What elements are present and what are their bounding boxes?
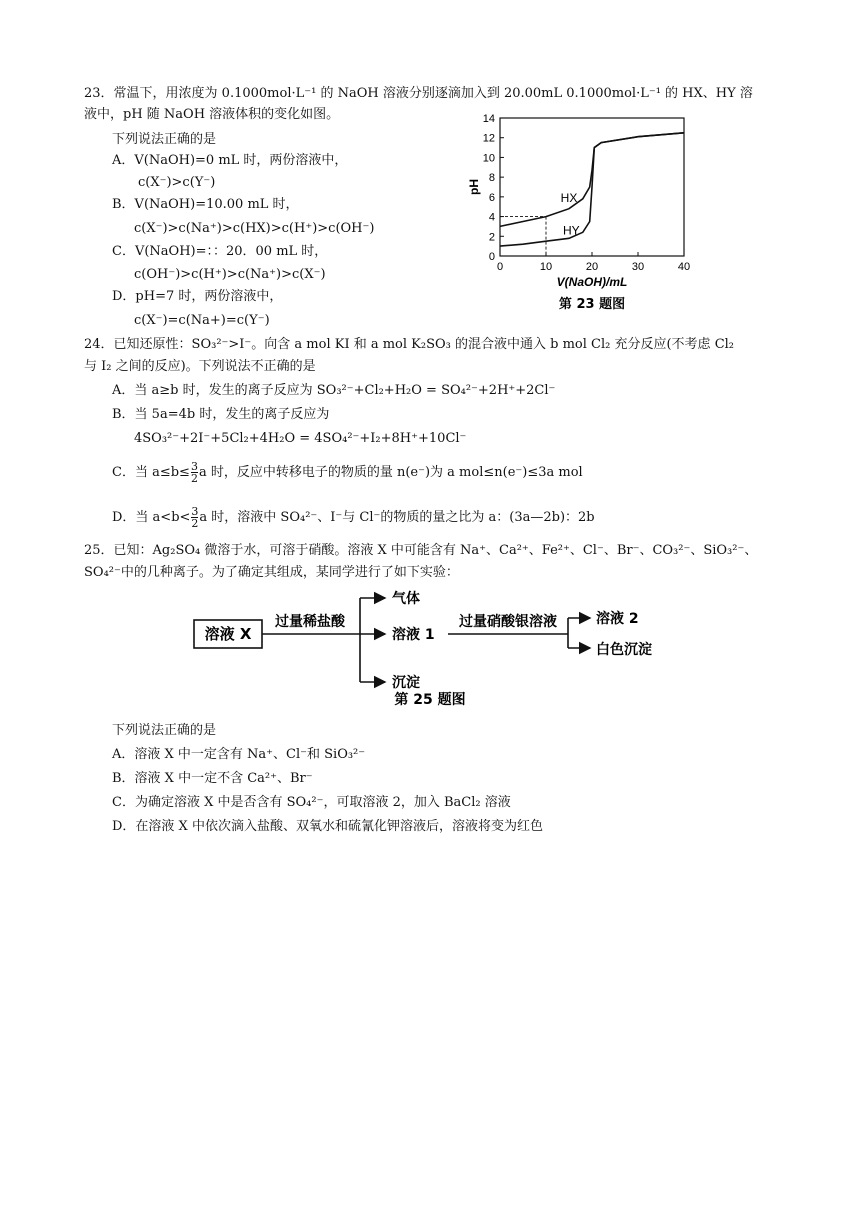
x-tick-label: 0 (496, 261, 504, 273)
ph-titration-chart (468, 108, 700, 320)
q24-option-c-suffix: a 时，反应中转移电子的物质的量 n(e⁻)为 a mol≤n(e⁻)≤3a mol (198, 465, 583, 480)
fraction-denominator: 2 (191, 517, 199, 530)
y-tick-label: 2 (488, 231, 495, 244)
x-tick-label: 10 (539, 261, 553, 273)
q23-option-a: A．V(NaOH)=0 mL 时，两份溶液中， (112, 153, 348, 168)
fraction-3-2 (191, 506, 198, 529)
q24-option-d-suffix: a 时，溶液中 SO₄²⁻、I⁻与 Cl⁻的物质的量之比为 a：(3a—2b)：2b (199, 510, 595, 525)
reagent-agno3-label: 过量硝酸银溶液 (459, 614, 557, 630)
q25-figure-caption: 第 25 题图 (394, 692, 466, 708)
x-tick-label: 40 (677, 261, 691, 273)
q23-prompt: 下列说法正确的是 (112, 132, 217, 147)
q24-option-c (112, 461, 583, 484)
series-label-hy: HY (562, 223, 580, 238)
q23-option-d-detail: c(X⁻)=c(Na+)=c(Y⁻) (134, 313, 270, 328)
q23-option-c: C．V(NaOH)=：：20．00 mL 时， (112, 244, 328, 259)
x-axis-label: V(NaOH)/mL (556, 275, 628, 289)
q23-stem-line1: 23．常温下，用浓度为 0.1000mol·L⁻¹ 的 NaOH 溶液分别逐滴加入到 20.00mL 0.1000mol·L⁻¹ 的 HX、HY 溶 (84, 86, 753, 101)
y-tick-label: 12 (482, 132, 495, 145)
experiment-flowchart (180, 588, 680, 712)
q24-option-b-detail: 4SO₃²⁻+2I⁻+5Cl₂+4H₂O = 4SO₄²⁻+I₂+8H⁺+10Cl⁻ (134, 431, 467, 446)
solution1-label: 溶液 1 (392, 627, 435, 643)
precipitate-label: 沉淀 (392, 675, 420, 691)
q24-option-c-prefix: C．当 a≤b≤ (112, 465, 190, 480)
series-line-hy (500, 133, 684, 246)
q23-stem-line2: 液中，pH 随 NaOH 溶液体积的变化如图。 (84, 107, 340, 122)
q23-option-d: D．pH=7 时，两份溶液中， (112, 289, 283, 304)
y-tick-label: 4 (488, 211, 495, 224)
q23-option-c-detail: c(OH⁻)>c(H⁺)>c(Na⁺)>c(X⁻) (134, 267, 326, 282)
q25-stem-line1: 25．已知：Ag₂SO₄ 微溶于水，可溶于硝酸。溶液 X 中可能含有 Na⁺、Ca²⁺、Fe²⁺、Cl⁻、Br⁻、CO₃²⁻、SiO₃²⁻、 (84, 543, 758, 558)
y-tick-label: 8 (488, 172, 495, 185)
q24-option-a: A．当 a≥b 时，发生的离子反应为 SO₃²⁻+Cl₂+H₂O = SO₄²⁻+2H⁺+2Cl⁻ (112, 383, 556, 398)
q23-option-b-detail: c(X⁻)>c(Na⁺)>c(HX)>c(H⁺)>c(OH⁻) (134, 221, 375, 236)
fraction-3-2 (191, 461, 198, 484)
white-precipitate-label: 白色沉淀 (596, 642, 652, 658)
q25-option-c: C．为确定溶液 X 中是否含有 SO₄²⁻，可取溶液 2，加入 BaCl₂ 溶液 (112, 795, 511, 810)
q23-option-a-detail: c(X⁻)>c(Y⁻) (138, 175, 216, 190)
y-tick-label: 6 (488, 191, 495, 204)
q24-stem-line1: 24．已知还原性：SO₃²⁻>I⁻。向含 a mol KI 和 a mol K₂SO₃ 的混合液中通入 b mol Cl₂ 充分反应(不考虑 Cl₂ (84, 337, 735, 352)
flowchart-svg (180, 588, 680, 712)
fraction-numerator: 3 (190, 460, 198, 473)
y-tick-label: 0 (488, 251, 495, 263)
x-tick-label: 30 (631, 261, 645, 273)
gas-label: 气体 (392, 591, 420, 607)
solution2-label: 溶液 2 (596, 611, 639, 627)
q24-stem-line2: 与 I₂ 之间的反应)。下列说法不正确的是 (84, 359, 316, 374)
reagent-hcl-label: 过量稀盐酸 (275, 614, 345, 630)
y-axis-label: pH (468, 179, 481, 195)
series-label-hx: HX (560, 190, 578, 205)
y-tick-label: 10 (482, 152, 495, 165)
x-tick-label: 20 (585, 261, 599, 273)
q25-option-d: D．在溶液 X 中依次滴入盐酸、双氧水和硫氰化钾溶液后，溶液将变为红色 (112, 819, 543, 834)
q24-option-d (112, 506, 595, 529)
chart-svg (468, 108, 700, 320)
q25-option-a: A．溶液 X 中一定含有 Na⁺、Cl⁻和 SiO₃²⁻ (112, 747, 366, 762)
q25-prompt: 下列说法正确的是 (112, 723, 217, 738)
q25-stem-line2: SO₄²⁻中的几种离子。为了确定其组成，某同学进行了如下实验： (84, 565, 459, 580)
solution-x-label: 溶液 X (204, 625, 252, 643)
q23-option-b: B．V(NaOH)=10.00 mL 时， (112, 197, 299, 212)
y-tick-label: 14 (482, 113, 495, 125)
q23-figure-caption: 第 23 题图 (558, 297, 626, 312)
fraction-numerator: 3 (191, 505, 199, 518)
fraction-denominator: 2 (190, 472, 198, 485)
q25-option-b: B．溶液 X 中一定不含 Ca²⁺、Br⁻ (112, 771, 313, 786)
q24-option-d-prefix: D．当 a<b< (112, 510, 191, 525)
q24-option-b: B．当 5a=4b 时，发生的离子反应为 (112, 407, 330, 422)
